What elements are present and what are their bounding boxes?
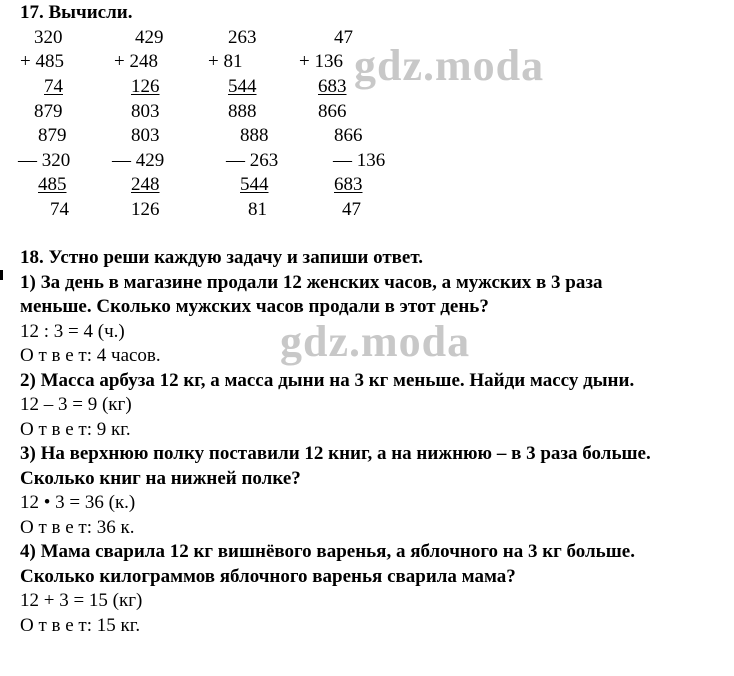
add-3-a: 263 [228,27,257,48]
problem-4-calc: 12 + 3 = 15 (кг) [20,590,143,611]
sub-3-b: — 263 [226,150,279,171]
add-1-sum: 879 [34,101,63,122]
problem-2-question: 2) Масса арбуза 12 кг, а масса дыни на 3 кг меньше. Найди массу дыни. [20,370,635,391]
add-2-c: 126 [131,76,160,97]
sub-1-d: 74 [50,199,69,220]
sub-2-c: 248 [131,174,160,195]
sub-4-d: 47 [342,199,361,220]
problem-1-question-line1: 1) За день в магазине продали 12 женских часов, а мужских в 3 раза [20,272,603,293]
add-2-a: 429 [135,27,164,48]
problem-4-question-line2: Сколько килограммов яблочного варенья сварила мама? [20,566,516,587]
problem-4-question-line1: 4) Мама сварила 12 кг вишнёвого варенья, а яблочного на 3 кг больше. [20,541,635,562]
problem-2-calc: 12 – 3 = 9 (кг) [20,394,132,415]
problem-1-answer: О т в е т: 4 часов. [20,345,161,366]
problem-3-question-line2: Сколько книг на нижней полке? [20,468,301,489]
problem-3-answer: О т в е т: 36 к. [20,517,135,538]
sub-4-a: 866 [334,125,363,146]
problem-2-answer: О т в е т: 9 кг. [20,419,131,440]
task17-title: 17. Вычисли. [20,2,133,23]
sub-4-b: — 136 [333,150,386,171]
problem-1-question-line2: меньше. Сколько мужских часов продали в этот день? [20,296,489,317]
sub-4-c: 683 [334,174,363,195]
add-4-sum: 866 [318,101,347,122]
sub-1-b: — 320 [18,150,71,171]
add-4-b: + 136 [299,51,343,72]
add-1-c: 74 [44,76,63,97]
add-1-b: + 485 [20,51,64,72]
sub-3-d: 81 [248,199,267,220]
problem-3-calc: 12 • 3 = 36 (к.) [20,492,136,513]
sub-2-a: 803 [131,125,160,146]
add-3-b: + 81 [208,51,243,72]
sub-1-a: 879 [38,125,67,146]
problem-3-question-line1: 3) На верхнюю полку поставили 12 книг, а на нижнюю – в 3 раза больше. [20,443,651,464]
add-4-c: 683 [318,76,347,97]
add-2-b: + 248 [114,51,158,72]
sub-2-b: — 429 [112,150,165,171]
add-2-sum: 803 [131,101,160,122]
sub-1-c: 485 [38,174,67,195]
margin-mark [0,270,3,280]
add-4-a: 47 [334,27,353,48]
problem-4-answer: О т в е т: 15 кг. [20,615,141,636]
sub-3-a: 888 [240,125,269,146]
add-3-sum: 888 [228,101,257,122]
task18-title: 18. Устно реши каждую задачу и запиши ответ. [20,247,424,268]
add-3-c: 544 [228,76,257,97]
sub-3-c: 544 [240,174,269,195]
problem-1-calc: 12 : 3 = 4 (ч.) [20,321,125,342]
sub-2-d: 126 [131,199,160,220]
watermark: gdz.moda [354,41,545,90]
add-1-a: 320 [34,27,63,48]
watermark: gdz.moda [280,317,471,366]
